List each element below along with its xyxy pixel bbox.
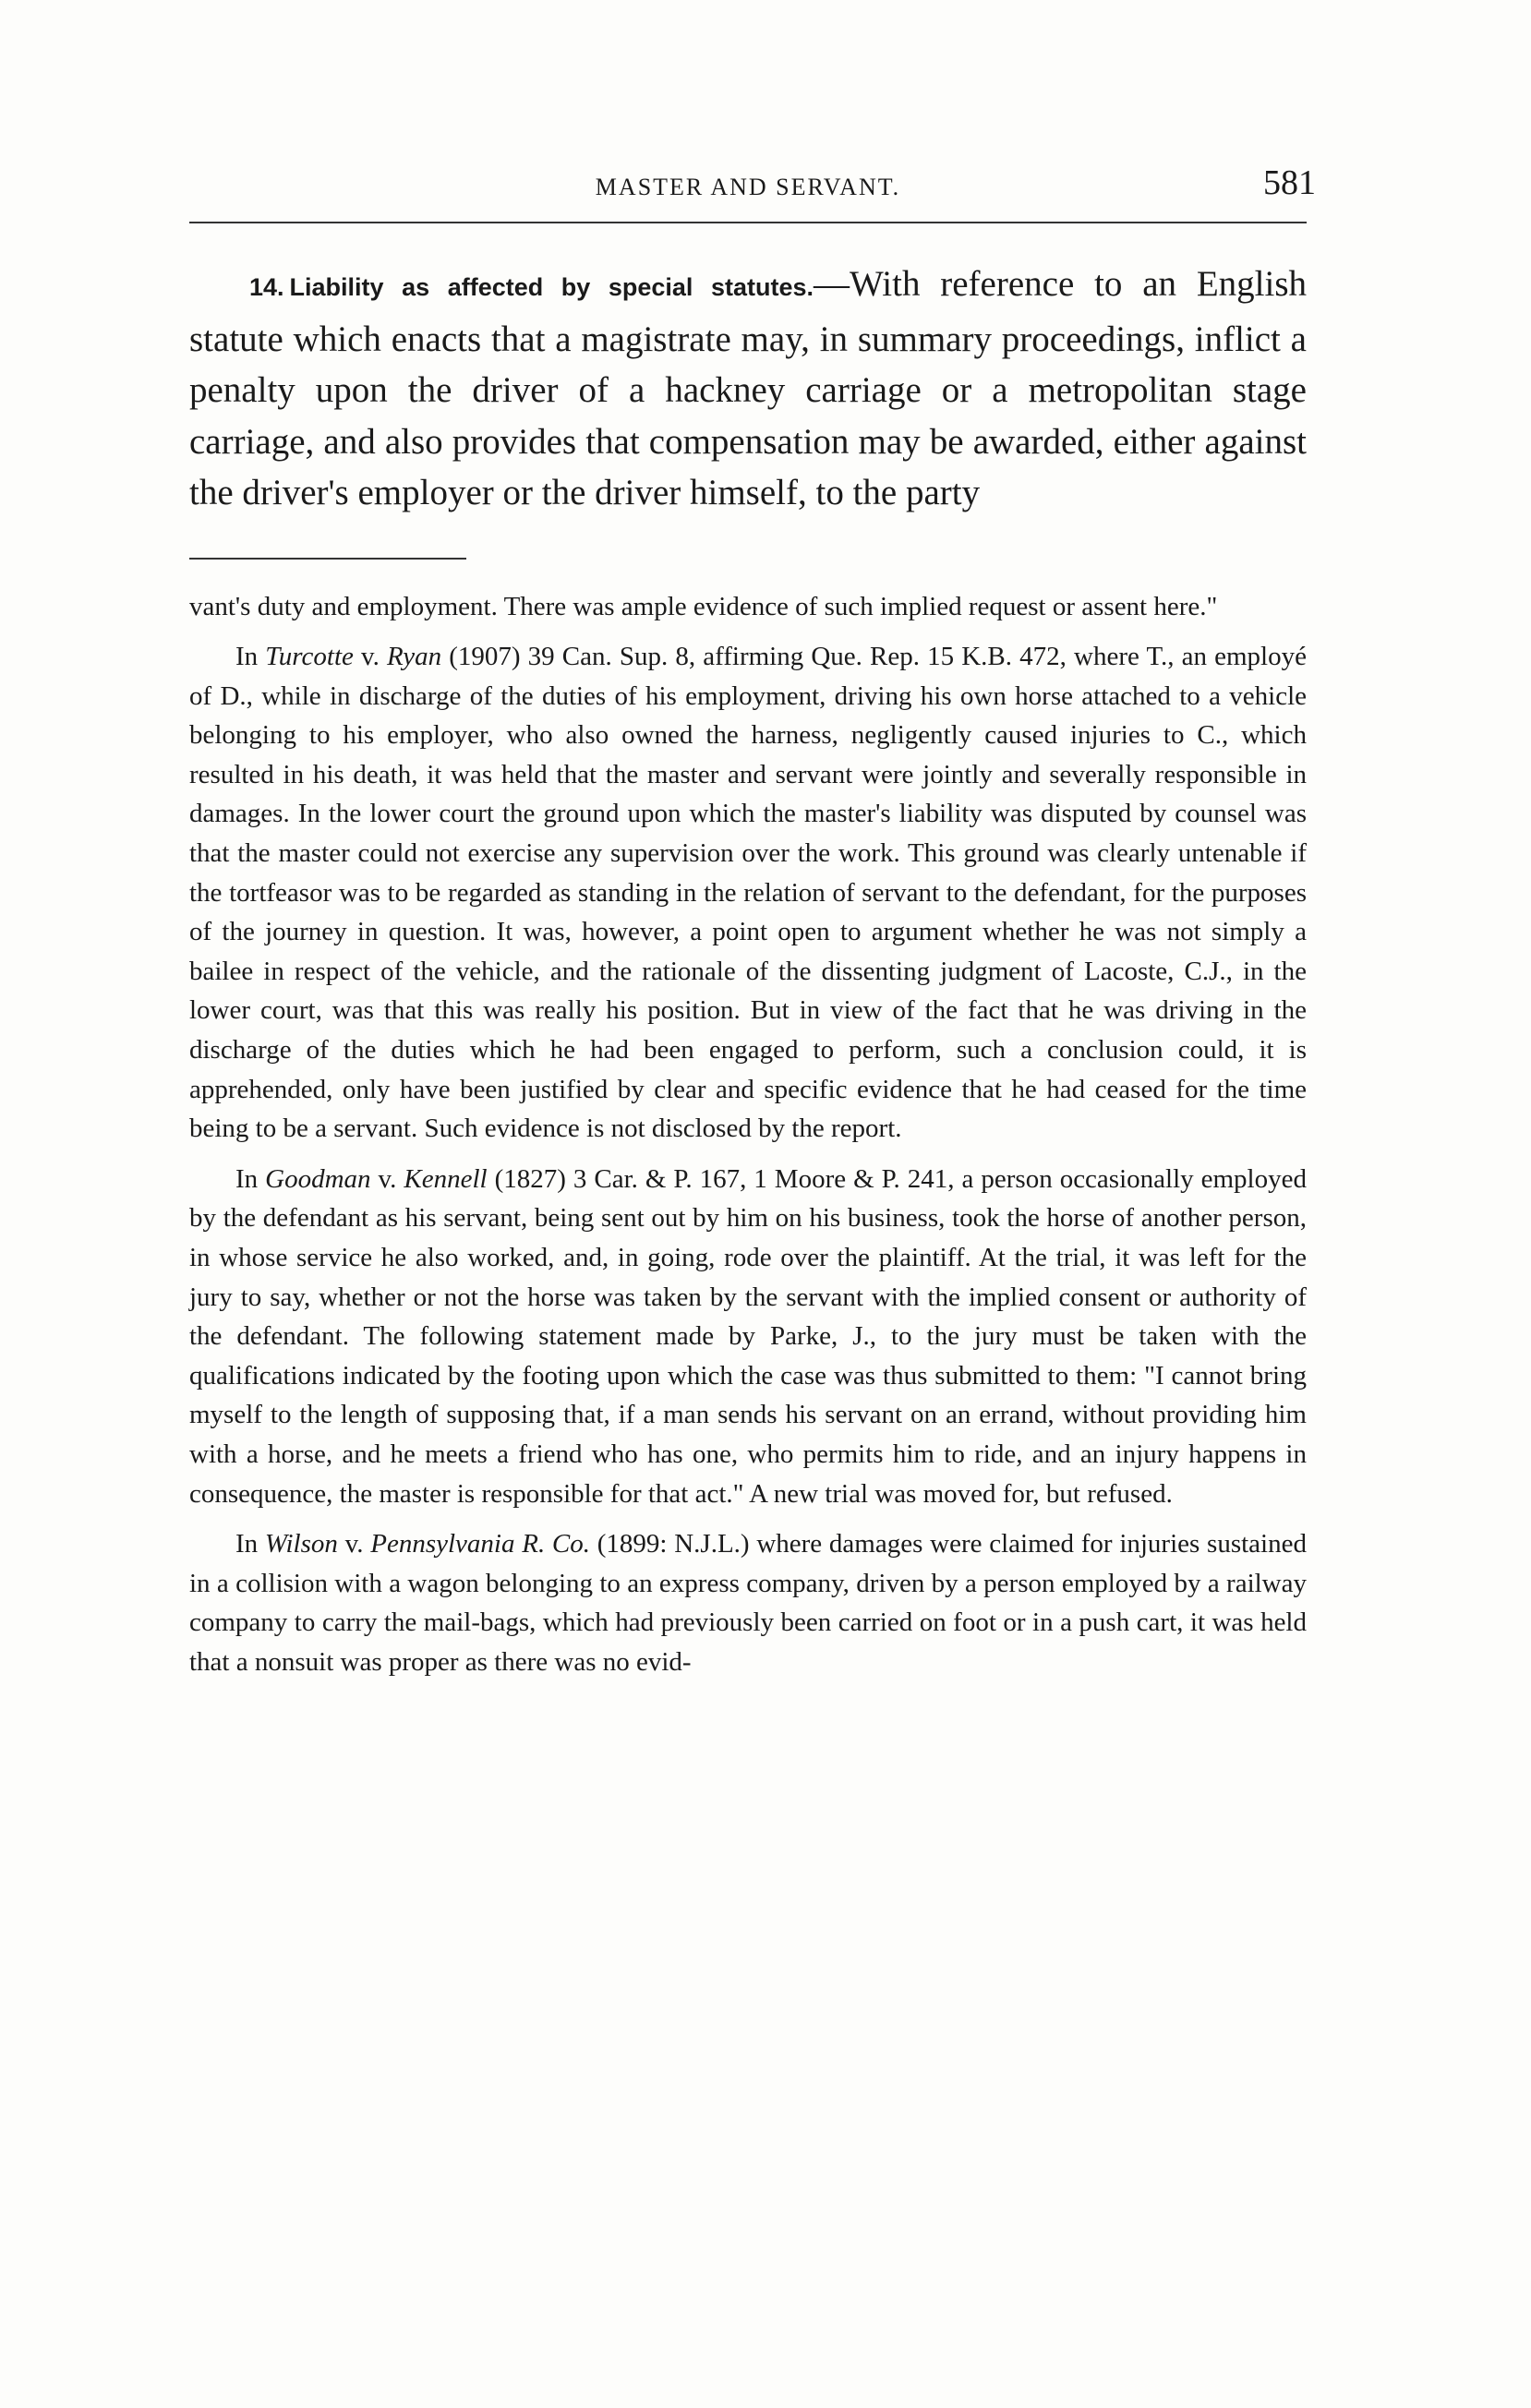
footnote-goodman xyxy=(189,1160,1307,1513)
versus: v. xyxy=(353,642,388,672)
main-text xyxy=(189,259,1307,519)
case-prefix: In xyxy=(235,1163,266,1194)
section-paragraph xyxy=(189,259,1307,519)
footnote-continuation: vant's duty and employment. There was ample evidence of such implied request or assent here." xyxy=(189,591,1218,621)
footnotes xyxy=(189,587,1307,1682)
case-prefix: In xyxy=(235,642,266,672)
page xyxy=(189,157,1316,1693)
footnote-turcotte xyxy=(189,637,1307,1149)
page-number: 581 xyxy=(1263,163,1316,202)
page-header xyxy=(189,157,1316,222)
footnote-wilson xyxy=(189,1524,1307,1681)
case-name: Goodman xyxy=(265,1163,371,1194)
versus: v. xyxy=(370,1163,404,1194)
section-heading: Liability as affected by special statutes. xyxy=(289,273,814,301)
case-name: Turcotte xyxy=(265,642,354,672)
case-prefix: In xyxy=(235,1529,265,1559)
footnote-rule xyxy=(189,558,466,560)
case-name: Pennsylvania R. Co. xyxy=(370,1529,591,1559)
footnote-text: (1827) 3 Car. & P. 167, 1 Moore & P. 241, a person occasionally employed by the defendant as his servant, being sent out by him on his business, took the horse of another person, in whose service he also worked, and, in going, rode over the plaintiff. At the trial, it was left for the jury to say, whether or not the horse was taken by the servant with the implied consent or authority of the defendant. The following statement made by Parke, J., to the jury must be taken with the qualifications indicated by the footing upon which the case was thus submitted to them: "I cannot bring myself to the length of supposing that, if a man sends his servant on an errand, without providing him with a horse, and he meets a friend who has one, who permits him to ride, and an injury happens in consequence, the master is responsible for that act." A new trial was moved for, but refused. xyxy=(189,1163,1307,1509)
section-number: 14. xyxy=(249,273,284,301)
footnote-text: (1907) 39 Can. Sup. 8, affirming Que. Rep. 15 K.B. 472, where T., an employé of D., while in discharge of the duties of his employment, driving his own horse attached to a vehicle belonging to his employer, who also owned the harness, negligently caused injuries to C., which resulted in his death, it was held that the master and servant were jointly and severally responsible in damages. In the lower court the ground upon which the master's liability was disputed by counsel was that the master could not exercise any supervision over the work. This ground was clearly untenable if the tortfeasor was to be regarded as standing in the relation of servant to the defendant, for the purposes of the journey in question. It was, however, a point open to argument whether he was not simply a bailee in respect of the vehicle, and the rationale of the dissenting judgment of Lacoste, C.J., in the lower court, was that this was really his position. But in view of the fact that he was driving in the discharge of the duties which he had been engaged to perform, such a conclusion could, it is apprehended, only have been justified by clear and specific evidence that he had ceased for the time being to be a servant. Such evidence is not disclosed by the report. xyxy=(189,642,1307,1144)
case-name: Ryan xyxy=(387,642,442,672)
case-name: Wilson xyxy=(264,1529,338,1559)
case-name: Kennell xyxy=(404,1163,488,1194)
footnote-text: (1899: N.J.L.) where damages were claimed for injuries sustained in a collision with a wagon belonging to an express company, driven by a person employed by a railway company to carry the mail-bags, which had previously been carried on foot or in a push cart, it was held that a nonsuit was proper as there was no evid- xyxy=(189,1529,1307,1677)
versus: v. xyxy=(337,1529,371,1559)
header-rule xyxy=(189,222,1307,223)
section-text: —With reference to an English statute which enacts that a magistrate may, in summary proceedings, inflict a penalty upon the driver of a hackney carriage or a metropolitan stage carriage, and also provides that compensation may be awarded, either against the driver's employer or the driver himself, to the party xyxy=(189,264,1308,512)
running-title: MASTER AND SERVANT. xyxy=(595,174,901,200)
